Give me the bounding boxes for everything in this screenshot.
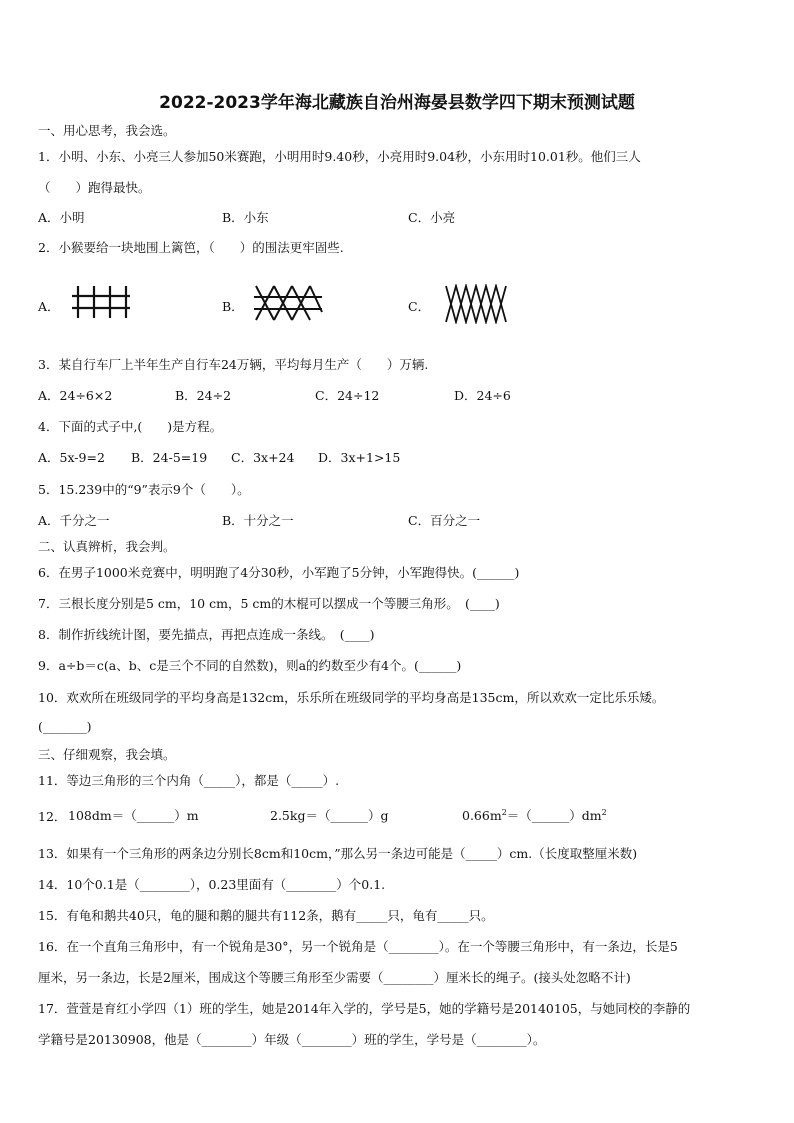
question-9: 9．a÷b＝c(a、b、c是三个不同的自然数)，则a的约数至少有4个。(______) [38,658,462,673]
q12-part-1: 108dm＝（______）m [68,808,199,823]
question-17-line2: 学籍号是20130908，他是（________）年级（________）班的学生，学号是（________）。 [38,1032,546,1047]
fence-grid-figure [70,284,132,320]
q12-part-3-exponent: 2 [501,807,507,817]
question-1-line2: （ ）跑得最快。 [38,180,151,195]
q5-option-a: A．千分之一 [38,513,110,528]
q12-part-3 [462,806,607,824]
question-12-label: 12． [38,809,67,824]
question-5: 5．15.239中的“9”表示9个（ ）。 [38,482,250,497]
q2-option-c: C． [408,299,431,314]
question-6: 6．在男子1000米竞赛中，明明跑了4分30秒，小军跑了5分钟，小军跑得快。(______) [38,565,520,580]
question-10-line2: (_______) [38,719,92,734]
q3-option-a: A．24÷6×2 [38,388,113,403]
question-3: 3．某自行车厂上半年生产自行车24万辆，平均每月生产（ ）万辆. [38,357,429,372]
q12-part-3-value: 0.66m [462,808,502,823]
q2-option-b: B． [222,299,244,314]
q3-option-c: C．24÷12 [315,388,380,403]
question-1-line1: 1．小明、小东、小亮三人参加50米赛跑，小明用时9.40秒，小亮用时9.04秒，小东用时10.01秒。他们三人 [38,149,641,164]
question-16-line2: 厘米，另一条边，长是2厘米，围成这个等腰三角形至少需要（________）厘米长的绳子。(接头处忽略不计) [38,970,631,985]
q3-option-d: D．24÷6 [454,388,511,403]
q2-option-a: A． [38,299,60,314]
question-2: 2．小猴要给一块地围上篱笆，（ ）的围法更牢固些. [38,240,344,255]
question-15: 15．有龟和鹅共40只，龟的腿和鹅的腿共有112条，鹅有_____只，龟有_____只。 [38,908,494,923]
question-7: 7．三根长度分别是5 cm，10 cm，5 cm的木棍可以摆成一个等腰三角形。 (____) [38,596,500,611]
q12-part-2: 2.5kg＝（______）g [270,808,389,823]
fence-zigzag-figure [444,284,508,324]
q12-part-3-exponent-2: 2 [601,807,607,817]
section-3-heading: 三、仔细观察，我会填。 [38,747,176,762]
question-13: 13．如果有一个三角形的两条边分别长8cm和10cm，”那么另一条边可能是（_____）cm.（长度取整厘米数) [38,846,638,861]
question-17-line1: 17．萱萱是育红小学四（1）班的学生，她是2014年入学的，学号是5，她的学籍号是20140105，与她同校的李静的 [38,1001,691,1016]
page-title: 2022-2023学年海北藏族自治州海晏县数学四下期末预测试题 [159,93,635,113]
q4-option-b: B．24-5=19 [131,450,208,465]
question-4: 4．下面的式子中,( )是方程。 [38,419,223,434]
q4-option-a: A．5x-9=2 [38,450,105,465]
q1-option-b: B．小东 [222,210,269,225]
question-14: 14．10个0.1是（________），0.23里面有（________）个0.1. [38,877,386,892]
section-1-heading: 一、用心思考，我会选。 [38,123,176,138]
question-16-line1: 16．在一个直角三角形中，有一个锐角是30°，另一个锐角是（________）。在一个等腰三角形中，有一条边，长是5 [38,939,678,954]
question-10-line1: 10．欢欢所在班级同学的平均身高是132cm，乐乐所在班级同学的平均身高是135cm，所以欢欢一定比乐乐矮。 [38,690,665,705]
q3-option-b: B．24÷2 [175,388,232,403]
q4-option-c: C．3x+24 [231,450,295,465]
q1-option-c: C．小亮 [408,210,456,225]
question-11: 11．等边三角形的三个内角（_____），都是（_____）. [38,773,340,788]
q4-option-d: D．3x+1>15 [318,450,401,465]
q5-option-b: B．十分之一 [222,513,294,528]
fence-x-figure [252,284,324,322]
q12-part-3-rest: ＝（______）dm [506,808,602,823]
q1-option-a: A．小明 [38,210,85,225]
q5-option-c: C．百分之一 [408,513,481,528]
question-8: 8．制作折线统计图，要先描点，再把点连成一条线。 (____) [38,627,375,642]
section-2-heading: 二、认真辨析，我会判。 [38,539,176,554]
